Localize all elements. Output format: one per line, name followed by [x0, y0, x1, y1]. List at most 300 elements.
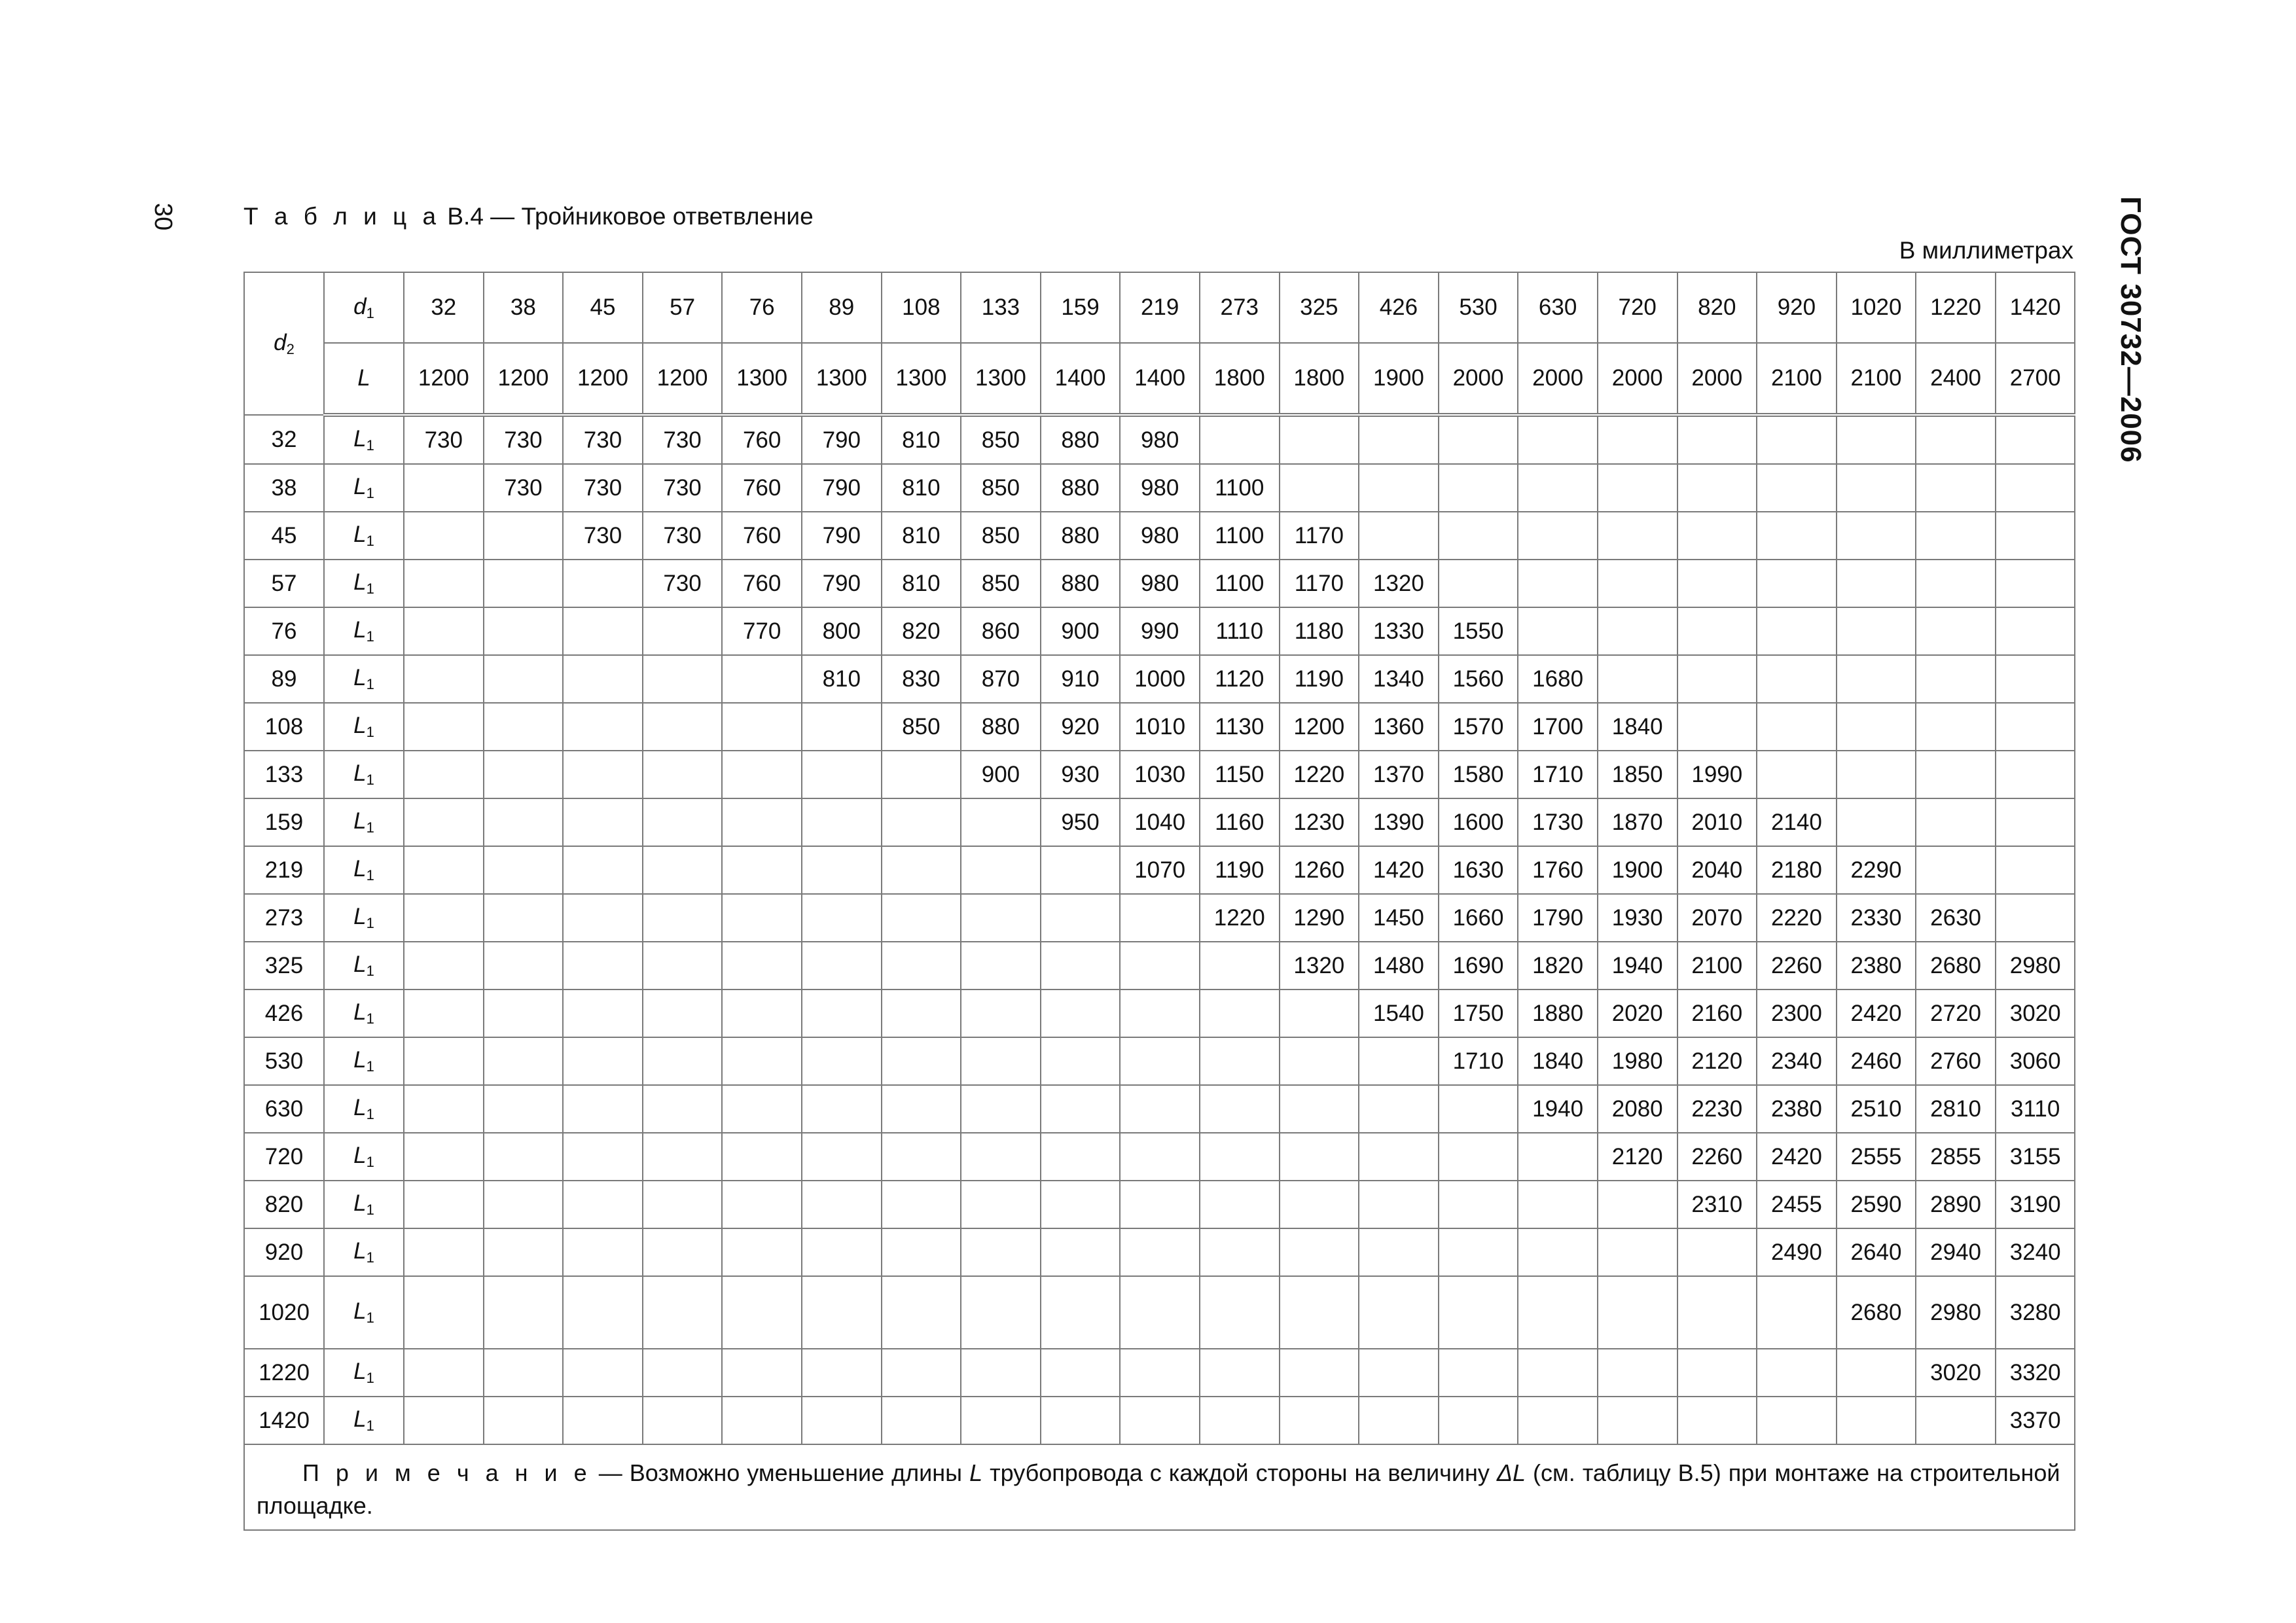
L1-value-cell: 2980 — [1996, 942, 2075, 990]
table-row — [244, 1397, 2075, 1444]
L1-value-cell: 1100 — [1200, 464, 1280, 512]
L1-value-cell — [484, 846, 564, 894]
L1-value-cell: 2555 — [1837, 1133, 1916, 1181]
table-row — [244, 1349, 2075, 1397]
L1-value-cell — [1200, 990, 1280, 1037]
L1-value-cell — [1041, 894, 1121, 942]
L1-label-cell — [324, 990, 404, 1037]
L1-sub: 1 — [366, 1370, 374, 1386]
L1-value-cell: 3155 — [1996, 1133, 2075, 1181]
L1-value-cell: 2230 — [1677, 1085, 1757, 1133]
caption-text: В.4 — Тройниковое ответвление — [447, 203, 814, 230]
L1-value-cell: 760 — [722, 415, 802, 464]
L1-label: L — [353, 713, 367, 738]
L1-value-cell — [882, 1228, 961, 1276]
table-row — [244, 1181, 2075, 1228]
L1-value-cell: 880 — [1041, 415, 1121, 464]
L1-value-cell — [1837, 703, 1916, 751]
d2-value-cell: 133 — [244, 751, 324, 798]
L1-value-cell: 1120 — [1200, 655, 1280, 703]
L1-value-cell — [1996, 512, 2075, 560]
L1-value-cell — [1757, 560, 1837, 607]
L1-value-cell — [1041, 846, 1121, 894]
L1-value-cell — [1677, 512, 1757, 560]
L1-sub: 1 — [366, 819, 374, 836]
L1-value-cell — [1677, 1349, 1757, 1397]
L1-label-cell — [324, 655, 404, 703]
L1-value-cell — [1359, 1085, 1439, 1133]
L1-label: L — [353, 808, 367, 834]
L1-value-cell: 3280 — [1996, 1276, 2075, 1349]
L1-value-cell: 880 — [1041, 560, 1121, 607]
L1-value-cell — [1041, 1276, 1121, 1349]
L1-value-cell: 980 — [1120, 415, 1200, 464]
L1-value-cell — [1677, 703, 1757, 751]
L1-value-cell: 2040 — [1677, 846, 1757, 894]
L1-value-cell — [1200, 1228, 1280, 1276]
L1-value-cell: 730 — [563, 415, 643, 464]
L1-value-cell — [1996, 846, 2075, 894]
L1-value-cell: 880 — [1041, 464, 1121, 512]
L1-value-cell — [1996, 703, 2075, 751]
L1-value-cell: 2510 — [1837, 1085, 1916, 1133]
L1-value-cell: 1730 — [1518, 798, 1598, 846]
L1-value-cell: 790 — [802, 464, 882, 512]
d1-value-cell: 1420 — [1996, 272, 2075, 343]
L1-value-cell — [1518, 464, 1598, 512]
table-row — [244, 415, 2075, 464]
L1-value-cell: 3370 — [1996, 1397, 2075, 1444]
L1-value-cell — [802, 1349, 882, 1397]
L1-value-cell: 920 — [1041, 703, 1121, 751]
L1-value-cell — [1280, 1181, 1359, 1228]
L1-value-cell — [722, 942, 802, 990]
L1-value-cell — [484, 1181, 564, 1228]
L1-value-cell — [961, 942, 1041, 990]
L1-value-cell — [1280, 1228, 1359, 1276]
L1-value-cell — [1280, 1037, 1359, 1085]
L1-value-cell — [563, 607, 643, 655]
L1-value-cell — [1120, 1181, 1200, 1228]
table-row — [244, 1037, 2075, 1085]
L1-value-cell: 1180 — [1280, 607, 1359, 655]
L1-sub: 1 — [366, 580, 374, 597]
d1-value-cell: 45 — [563, 272, 643, 343]
L1-value-cell — [404, 798, 484, 846]
L1-value-cell: 880 — [961, 703, 1041, 751]
L1-value-cell — [802, 942, 882, 990]
L1-sub: 1 — [366, 772, 374, 788]
L1-value-cell — [722, 1349, 802, 1397]
L1-value-cell — [961, 1085, 1041, 1133]
L1-value-cell — [1439, 464, 1518, 512]
L1-value-cell — [1120, 942, 1200, 990]
L1-value-cell: 850 — [961, 560, 1041, 607]
L1-value-cell: 900 — [961, 751, 1041, 798]
L1-value-cell — [882, 751, 961, 798]
L1-label: L — [353, 999, 367, 1025]
L1-value-cell — [484, 1349, 564, 1397]
L1-value-cell — [722, 1276, 802, 1349]
L1-value-cell: 1600 — [1439, 798, 1518, 846]
L-value-cell: 2400 — [1916, 343, 1996, 415]
L1-value-cell — [1439, 415, 1518, 464]
d2-value-cell: 530 — [244, 1037, 324, 1085]
d1-value-cell: 38 — [484, 272, 564, 343]
L1-value-cell — [802, 751, 882, 798]
L1-value-cell — [1677, 1397, 1757, 1444]
L1-value-cell: 980 — [1120, 560, 1200, 607]
L1-value-cell: 2300 — [1757, 990, 1837, 1037]
L1-value-cell — [961, 1037, 1041, 1085]
L1-value-cell — [404, 1181, 484, 1228]
L1-value-cell — [643, 846, 723, 894]
L1-value-cell — [1518, 1276, 1598, 1349]
L1-value-cell — [802, 1276, 882, 1349]
L1-value-cell: 2940 — [1916, 1228, 1996, 1276]
L1-value-cell — [1757, 464, 1837, 512]
L1-value-cell — [1837, 798, 1916, 846]
L1-value-cell — [1120, 1133, 1200, 1181]
L1-value-cell: 930 — [1041, 751, 1121, 798]
L1-value-cell: 1930 — [1598, 894, 1677, 942]
L1-value-cell — [1518, 415, 1598, 464]
L1-value-cell — [1757, 655, 1837, 703]
table-row — [244, 894, 2075, 942]
L1-value-cell — [882, 1133, 961, 1181]
L1-value-cell — [1120, 990, 1200, 1037]
L1-value-cell — [1996, 415, 2075, 464]
L1-value-cell: 830 — [882, 655, 961, 703]
L1-value-cell — [802, 1085, 882, 1133]
L1-value-cell: 1370 — [1359, 751, 1439, 798]
L1-value-cell — [1916, 464, 1996, 512]
table-caption — [243, 203, 814, 230]
L1-label-cell — [324, 1397, 404, 1444]
L1-sub: 1 — [366, 1058, 374, 1075]
L1-label-cell — [324, 894, 404, 942]
L-value-cell: 2000 — [1518, 343, 1598, 415]
L1-value-cell: 730 — [563, 464, 643, 512]
L1-label: L — [353, 1406, 367, 1432]
L1-value-cell — [404, 990, 484, 1037]
d2-value-cell: 89 — [244, 655, 324, 703]
L1-label-cell — [324, 942, 404, 990]
L1-value-cell: 1320 — [1359, 560, 1439, 607]
L1-sub: 1 — [366, 1010, 374, 1027]
L1-label-cell — [324, 1276, 404, 1349]
units-label: В миллиметрах — [1899, 237, 2073, 264]
L1-value-cell — [1916, 703, 1996, 751]
L1-value-cell — [1837, 751, 1916, 798]
L1-value-cell — [484, 655, 564, 703]
L1-value-cell — [1598, 560, 1677, 607]
L1-value-cell — [643, 1349, 723, 1397]
L1-label-cell — [324, 846, 404, 894]
L1-value-cell — [1677, 1276, 1757, 1349]
L1-value-cell: 950 — [1041, 798, 1121, 846]
L1-value-cell — [1041, 1397, 1121, 1444]
L1-value-cell — [1359, 1181, 1439, 1228]
L1-value-cell — [484, 1276, 564, 1349]
L1-value-cell: 1480 — [1359, 942, 1439, 990]
L1-label: L — [353, 952, 367, 977]
L1-label-cell — [324, 1133, 404, 1181]
L1-value-cell — [1120, 1276, 1200, 1349]
L1-value-cell — [404, 703, 484, 751]
L1-value-cell — [1359, 512, 1439, 560]
L1-value-cell: 850 — [961, 415, 1041, 464]
L1-value-cell: 3190 — [1996, 1181, 2075, 1228]
L1-value-cell — [1757, 415, 1837, 464]
L1-value-cell: 730 — [563, 512, 643, 560]
L1-value-cell: 2070 — [1677, 894, 1757, 942]
L1-value-cell — [1359, 1349, 1439, 1397]
L1-value-cell — [722, 1085, 802, 1133]
L1-value-cell — [1041, 1133, 1121, 1181]
L1-value-cell — [1359, 1133, 1439, 1181]
L1-value-cell: 730 — [643, 512, 723, 560]
L1-label: L — [353, 1190, 367, 1216]
L1-value-cell: 730 — [484, 464, 564, 512]
L1-value-cell: 820 — [882, 607, 961, 655]
L1-value-cell — [1439, 1181, 1518, 1228]
L1-sub: 1 — [366, 1202, 374, 1218]
L1-value-cell — [961, 1397, 1041, 1444]
L1-value-cell — [1518, 1349, 1598, 1397]
L1-value-cell — [1598, 464, 1677, 512]
d1-value-cell: 219 — [1120, 272, 1200, 343]
L1-value-cell: 1580 — [1439, 751, 1518, 798]
L1-value-cell: 1700 — [1518, 703, 1598, 751]
L1-value-cell — [404, 1228, 484, 1276]
L1-value-cell: 1170 — [1280, 512, 1359, 560]
L1-value-cell: 1290 — [1280, 894, 1359, 942]
d1-value-cell: 325 — [1280, 272, 1359, 343]
L1-value-cell — [1757, 512, 1837, 560]
L1-label: L — [353, 1238, 367, 1264]
L1-sub: 1 — [366, 1310, 374, 1326]
L1-value-cell — [1598, 1397, 1677, 1444]
table-row — [244, 846, 2075, 894]
table-row — [244, 942, 2075, 990]
L1-value-cell — [1677, 560, 1757, 607]
d1-sub: 1 — [366, 304, 374, 321]
L1-value-cell: 1110 — [1200, 607, 1280, 655]
L1-value-cell — [1996, 560, 2075, 607]
L1-value-cell: 1420 — [1359, 846, 1439, 894]
L1-sub: 1 — [366, 1154, 374, 1170]
table-row — [244, 655, 2075, 703]
L1-value-cell: 1820 — [1518, 942, 1598, 990]
L1-label: L — [353, 1143, 367, 1168]
L1-value-cell — [643, 798, 723, 846]
L1-value-cell — [1837, 1349, 1916, 1397]
L1-value-cell: 1200 — [1280, 703, 1359, 751]
L1-value-cell: 1220 — [1280, 751, 1359, 798]
L1-value-cell: 910 — [1041, 655, 1121, 703]
L-value-cell: 2100 — [1837, 343, 1916, 415]
L1-label: L — [353, 1298, 367, 1324]
L1-value-cell: 2140 — [1757, 798, 1837, 846]
L-value-cell: 1200 — [404, 343, 484, 415]
L1-value-cell: 2100 — [1677, 942, 1757, 990]
L1-label-cell — [324, 464, 404, 512]
table-row — [244, 1085, 2075, 1133]
d2-value-cell: 76 — [244, 607, 324, 655]
d2-value-cell: 1020 — [244, 1276, 324, 1349]
L1-value-cell: 3060 — [1996, 1037, 2075, 1085]
L1-value-cell — [1280, 1133, 1359, 1181]
L1-value-cell — [484, 942, 564, 990]
L1-value-cell: 1190 — [1200, 846, 1280, 894]
L1-value-cell — [802, 1181, 882, 1228]
L-value-cell: 2000 — [1677, 343, 1757, 415]
L1-value-cell — [882, 1085, 961, 1133]
L1-value-cell — [1359, 1397, 1439, 1444]
L1-value-cell — [563, 751, 643, 798]
L1-label: L — [353, 760, 367, 786]
L1-value-cell — [722, 751, 802, 798]
L1-value-cell: 810 — [882, 560, 961, 607]
L1-value-cell — [1280, 464, 1359, 512]
L1-value-cell: 1190 — [1280, 655, 1359, 703]
L1-value-cell: 2420 — [1837, 990, 1916, 1037]
L1-value-cell: 790 — [802, 560, 882, 607]
L1-value-cell — [961, 798, 1041, 846]
L1-value-cell — [484, 1397, 564, 1444]
L1-value-cell: 2760 — [1916, 1037, 1996, 1085]
L1-value-cell: 1100 — [1200, 560, 1280, 607]
L1-value-cell: 990 — [1120, 607, 1200, 655]
L1-value-cell: 2490 — [1757, 1228, 1837, 1276]
L1-value-cell: 2310 — [1677, 1181, 1757, 1228]
L-value-cell: 2100 — [1757, 343, 1837, 415]
L1-value-cell: 2260 — [1757, 942, 1837, 990]
L1-value-cell: 1130 — [1200, 703, 1280, 751]
d1-value-cell: 89 — [802, 272, 882, 343]
L1-label-cell — [324, 1181, 404, 1228]
L1-value-cell: 1630 — [1439, 846, 1518, 894]
L1-value-cell — [1359, 464, 1439, 512]
L1-value-cell: 1690 — [1439, 942, 1518, 990]
L1-value-cell — [1359, 1276, 1439, 1349]
d2-value-cell: 45 — [244, 512, 324, 560]
L1-value-cell: 1330 — [1359, 607, 1439, 655]
L1-value-cell — [1916, 798, 1996, 846]
L1-value-cell: 1540 — [1359, 990, 1439, 1037]
L1-value-cell — [1916, 560, 1996, 607]
L1-value-cell — [1200, 415, 1280, 464]
L1-label-cell — [324, 798, 404, 846]
L1-value-cell — [563, 1228, 643, 1276]
L1-value-cell — [1996, 751, 2075, 798]
L1-value-cell: 2180 — [1757, 846, 1837, 894]
L1-label-cell — [324, 703, 404, 751]
L1-value-cell — [722, 894, 802, 942]
L1-value-cell — [961, 846, 1041, 894]
L1-value-cell — [722, 846, 802, 894]
note-row — [244, 1444, 2075, 1530]
table-note — [244, 1444, 2075, 1530]
L1-label-cell — [324, 415, 404, 464]
d1-value-cell: 820 — [1677, 272, 1757, 343]
L1-value-cell — [643, 1397, 723, 1444]
d1-value-cell: 1220 — [1916, 272, 1996, 343]
L1-value-cell — [1200, 1276, 1280, 1349]
table-row — [244, 703, 2075, 751]
L1-value-cell — [1677, 1228, 1757, 1276]
L1-value-cell — [484, 1228, 564, 1276]
L1-value-cell — [882, 942, 961, 990]
L1-value-cell — [961, 894, 1041, 942]
L1-value-cell: 2220 — [1757, 894, 1837, 942]
L1-value-cell — [1677, 655, 1757, 703]
L1-value-cell — [882, 1276, 961, 1349]
L1-value-cell — [404, 846, 484, 894]
d2-value-cell: 325 — [244, 942, 324, 990]
L1-value-cell — [1280, 1085, 1359, 1133]
L1-value-cell: 1880 — [1518, 990, 1598, 1037]
L-value-cell: 1200 — [563, 343, 643, 415]
L1-value-cell — [563, 990, 643, 1037]
L1-value-cell: 730 — [643, 415, 723, 464]
L1-value-cell: 1150 — [1200, 751, 1280, 798]
table-row — [244, 512, 2075, 560]
L1-value-cell — [722, 703, 802, 751]
L1-value-cell: 1260 — [1280, 846, 1359, 894]
L1-value-cell — [1757, 1349, 1837, 1397]
L1-value-cell — [404, 560, 484, 607]
L1-value-cell — [563, 1397, 643, 1444]
L1-value-cell — [1598, 1349, 1677, 1397]
L1-value-cell: 2160 — [1677, 990, 1757, 1037]
d1-value-cell: 133 — [961, 272, 1041, 343]
L1-value-cell: 1980 — [1598, 1037, 1677, 1085]
L1-value-cell — [1359, 415, 1439, 464]
L1-value-cell — [404, 607, 484, 655]
d1-value-cell: 57 — [643, 272, 723, 343]
L1-value-cell: 1940 — [1518, 1085, 1598, 1133]
L-value-cell: 1200 — [484, 343, 564, 415]
L1-value-cell: 2980 — [1916, 1276, 1996, 1349]
L1-value-cell — [1837, 512, 1916, 560]
L1-value-cell: 2810 — [1916, 1085, 1996, 1133]
L1-value-cell: 2420 — [1757, 1133, 1837, 1181]
L1-value-cell: 800 — [802, 607, 882, 655]
L1-value-cell — [643, 942, 723, 990]
L1-value-cell: 1040 — [1120, 798, 1200, 846]
L1-value-cell: 1230 — [1280, 798, 1359, 846]
L1-value-cell — [1280, 1276, 1359, 1349]
d1-value-cell: 920 — [1757, 272, 1837, 343]
L1-value-cell: 730 — [643, 464, 723, 512]
d2-value-cell: 820 — [244, 1181, 324, 1228]
tee-branch-table — [243, 272, 2075, 1531]
table-row — [244, 464, 2075, 512]
L1-value-cell — [563, 560, 643, 607]
L1-value-cell — [802, 846, 882, 894]
L1-value-cell — [1041, 1181, 1121, 1228]
L1-value-cell — [643, 1085, 723, 1133]
L1-value-cell — [1996, 607, 2075, 655]
L1-value-cell — [404, 1085, 484, 1133]
L1-value-cell: 850 — [961, 512, 1041, 560]
L1-value-cell — [1439, 1085, 1518, 1133]
table-row — [244, 1133, 2075, 1181]
L1-value-cell — [1996, 894, 2075, 942]
d2-value-cell: 219 — [244, 846, 324, 894]
